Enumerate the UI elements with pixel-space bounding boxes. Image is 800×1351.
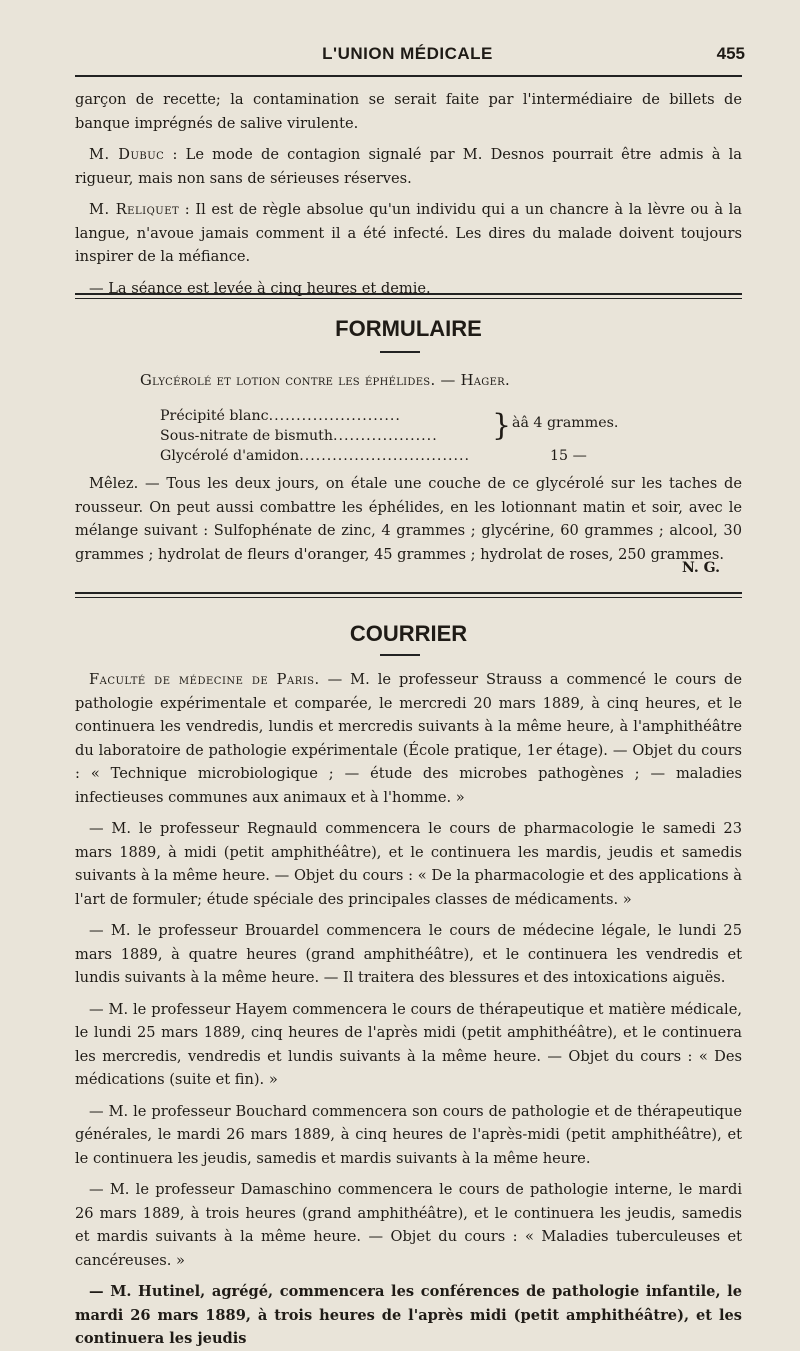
formulaire-heading: FORMULAIRE <box>335 316 482 341</box>
section-rule-bottom <box>75 597 742 598</box>
paragraph-contamination: garçon de recette; la contamination se serait faite par l'intermédiaire de billets de banque imprégnés de salive virulente. <box>75 91 742 132</box>
paragraph-seance-close: — La séance est levée à cinq heures et demie. <box>89 279 431 297</box>
section-rule-top <box>75 592 742 594</box>
paragraph-bouchard: — M. le professeur Bouchard commencera son cours de pathologie et de thérapeutique générales, le mardi 26 mars 1889, à cinq heures de l'après-midi (petit amphithéâtre), et le continuera les jeudis, samedis et mardis suivants à la même heure. <box>75 1102 742 1167</box>
speaker-name: M. Reliquet <box>89 201 180 218</box>
ingredient-row: Sous-nitrate de bismuth ................... <box>160 428 438 444</box>
formulaire-underline <box>380 351 420 353</box>
recipe-title: Glycérolé et lotion contre les éphélides. — Hager. <box>140 372 511 389</box>
page-number: 455 <box>716 44 745 63</box>
author-signature: N. G. <box>682 560 720 576</box>
speaker-text: : Le mode de contagion signalé par M. Desnos pourrait être admis à la rigueur, mais non sans de sérieuses réserves. <box>75 146 743 187</box>
discussion-section <box>75 88 742 300</box>
running-header <box>70 44 745 70</box>
courrier-underline <box>380 654 420 656</box>
shared-quantity: àâ 4 grammes. <box>512 415 619 431</box>
paragraph-dubuc <box>75 143 742 190</box>
section-rule-bottom <box>75 298 742 299</box>
brace-symbol: } <box>492 408 512 443</box>
paragraph-regnauld: — M. le professeur Regnauld commencera le cours de pharmacologie le samedi 23 mars 1889, à midi (petit amphithéâtre), et le continuera les mardis, jeudis et samedis suivants à la même heure. — Objet du cours : « De la pharmacologie et des applications à l'art de formuler; étude spéciale des principales classes de médicaments. » <box>75 820 742 908</box>
journal-title: L'UNION MÉDICALE <box>322 44 493 63</box>
section-rule-top <box>75 293 742 295</box>
paragraph-hayem: — M. le professeur Hayem commencera le cours de thérapeutique et matière médicale, le lundi 25 mars 1889, cinq heures de l'après midi (petit amphithéâtre), et le continuera les mercredis, vendredis et lundis suivants à la même heure. — Objet du cours : « Des médications (suite et fin). » <box>75 1000 742 1088</box>
courrier-heading: COURRIER <box>349 621 468 646</box>
header-rule <box>75 75 742 77</box>
paragraph-damaschino: — M. le professeur Damaschino commencera le cours de pathologie interne, le mardi 26 mars 1889, à trois heures (grand amphithéâtre), et le continuera les jeudis, samedis et mardis suivants à la même heure. — Objet du cours : « Maladies tuberculeuses et cancéreuses. » <box>75 1181 742 1269</box>
paragraph-reliquet <box>75 198 742 269</box>
courrier-section <box>75 668 742 1351</box>
ingredient-qty: 15 — <box>550 448 587 464</box>
ingredient-row: Précipité blanc ........................ <box>160 408 401 424</box>
formulaire-body: Mêlez. — Tous les deux jours, on étale une couche de ce glycérolé sur les taches de rousseur. On peut aussi combattre les éphélides, en les lotionnant matin et soir, avec le mélange suivant : Sulfophénate de zinc, 4 grammes ; glycérine, 60 grammes ; alcool, 30 grammes ; hydrolat de fleurs d'oranger, 45 grammes ; hydrolat de roses, 250 grammes. <box>75 475 742 563</box>
speaker-name: M. Dubuc <box>89 146 165 163</box>
paragraph-strauss: Faculté de médecine de Paris. — M. le professeur Strauss a commencé le cours de pathologie expérimentale et comparée, le mercredi 20 mars 1889, à cinq heures, et le continuera les vendredis, lundis et mercredis suivants à la même heure, à l'amphithéâtre du laboratoire de pathologie expérimentale (École pratique, 1er étage). — Objet du cours : « Technique microbiologique ; — étude des microbes pathogènes ; — maladies infectieuses communes aux animaux et à l'homme. » <box>75 671 742 806</box>
speaker-text: : Il est de règle absolue qu'un individu qui a un chancre à la lèvre ou à la langue, n'avoue jamais comment il a été infecté. Les dires du malade doivent toujours inspirer de la méfiance. <box>75 201 743 265</box>
ingredient-row: Glycérolé d'amidon ............................... 15 — <box>160 446 620 466</box>
paragraph-hutinel: — M. Hutinel, agrégé, commencera les conférences de pathologie infantile, le mardi 26 mars 1889, à trois heures de l'après midi (petit amphithéâtre), et les continuera les jeudis <box>75 1283 742 1347</box>
paragraph-brouardel: — M. le professeur Brouardel commencera le cours de médecine légale, le lundi 25 mars 1889, à quatre heures (grand amphithéâtre), et le continuera les vendredis et lundis suivants à la même heure. — Il traitera des blessures et des intoxications aiguës. <box>75 922 742 986</box>
